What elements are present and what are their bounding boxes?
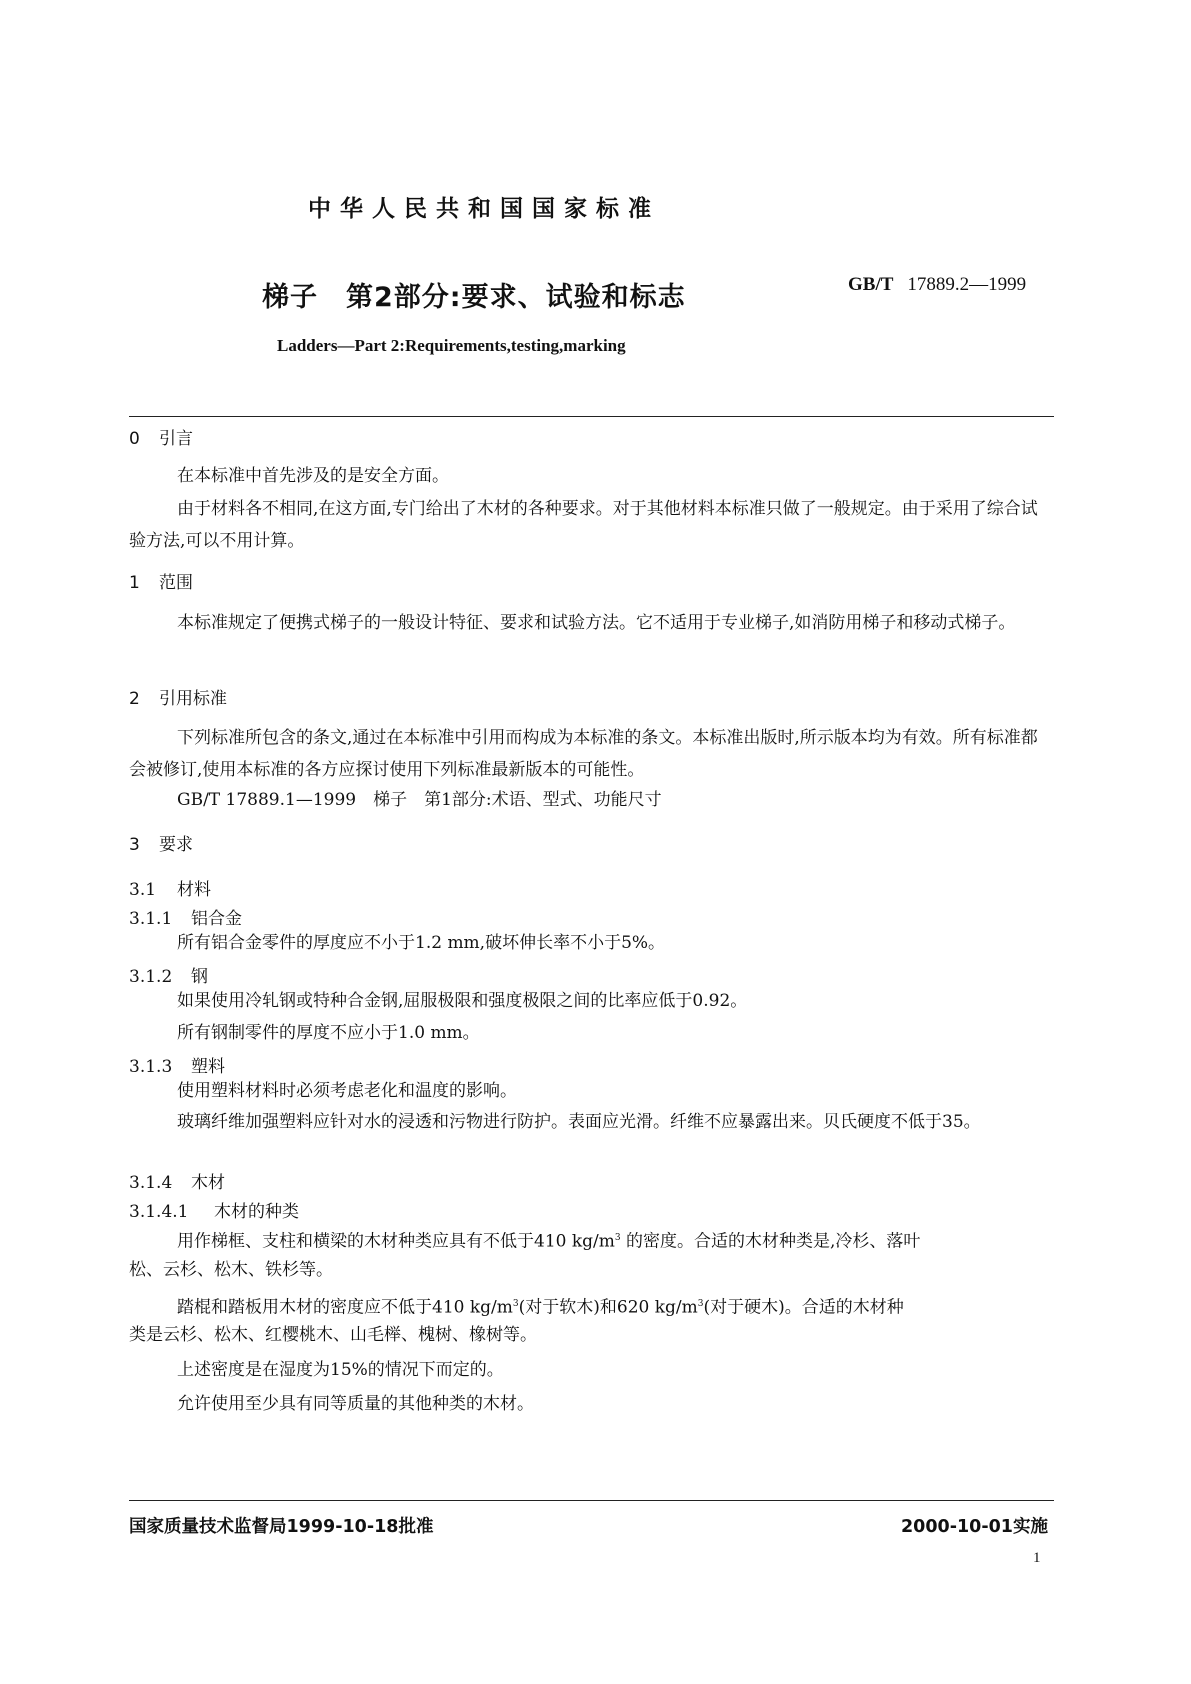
text-run: 用作梯框、支柱和横梁的木材种类应具有不低于410 kg/m [177, 1231, 615, 1252]
approval-statement: 国家质量技术监督局1999-10-18批准 [129, 1517, 434, 1537]
section-1-paragraph-1: 本标准规定了便携式梯子的一般设计特征、要求和试验方法。它不适用于专业梯子,如消防用梯子和移动式梯子。 [177, 613, 1016, 633]
clause-title: 铝合金 [191, 909, 242, 929]
section-2-paragraph-1: 下列标准所包含的条文,通过在本标准中引用而构成为本标准的条文。本标准出版时,所示版本均为有效。所有标准都会被修订,使用本标准的各方应探讨使用下列标准最新版本的可能性。 [129, 728, 1038, 780]
section-number: 2 [129, 689, 140, 709]
header-divider [129, 416, 1054, 417]
clause-3-1-4-1-text-1-line-1 [177, 1222, 920, 1258]
clause-title: 木材的种类 [214, 1202, 299, 1222]
section-0-heading [129, 424, 193, 449]
page-number: 1 [1033, 1550, 1041, 1566]
standard-number-value: 17889.2—1999 [907, 274, 1027, 295]
clause-3-1-3 [129, 1052, 225, 1077]
clause-3-1-2 [129, 962, 208, 987]
section-title: 引言 [159, 429, 193, 449]
clause-3-1-4-1-text-1-line-2: 松、云杉、松木、铁杉等。 [129, 1260, 333, 1280]
clause-number: 3.1.4 [129, 1173, 173, 1193]
section-title: 要求 [159, 835, 193, 855]
section-number: 1 [129, 573, 140, 593]
clause-3-1-1 [129, 904, 242, 929]
clause-title: 钢 [191, 967, 208, 987]
clause-title: 木材 [191, 1173, 225, 1193]
clause-3-1-3-text-1: 使用塑料材料时必须考虑老化和温度的影响。 [177, 1081, 517, 1101]
section-1-heading [129, 568, 193, 593]
superscript: 3 [697, 1299, 704, 1309]
clause-3-1-2-text-2: 所有钢制零件的厚度不应小于1.0 mm。 [177, 1023, 480, 1043]
section-title: 范围 [159, 573, 193, 593]
implementation-date: 2000-10-01实施 [901, 1517, 1048, 1537]
clause-number: 3.1.2 [129, 967, 173, 987]
section-2-heading [129, 684, 227, 709]
standard-prefix: GB/T [848, 274, 894, 295]
clause-number: 3.1 [129, 880, 157, 900]
clause-number: 3.1.4.1 [129, 1202, 189, 1222]
national-standard-heading: 中华人民共和国国家标准 [308, 196, 660, 222]
section-number: 0 [129, 429, 140, 449]
clause-3-1-4-1-text-4: 允许使用至少具有同等质量的其他种类的木材。 [177, 1394, 534, 1414]
text-run: (对于软木)和620 kg/m [518, 1297, 698, 1318]
clause-3-1-3-text-2: 玻璃纤维加强塑料应针对水的浸透和污物进行防护。表面应光滑。纤维不应暴露出来。贝氏硬度不低于35。 [177, 1112, 981, 1132]
clause-title: 塑料 [191, 1057, 225, 1077]
clause-3-1-4-1-text-3: 上述密度是在湿度为15%的情况下而定的。 [177, 1360, 504, 1380]
clause-3-1-4 [129, 1168, 225, 1193]
clause-number: 3.1.3 [129, 1057, 173, 1077]
standard-number [848, 274, 1026, 296]
clause-title: 材料 [177, 880, 211, 900]
document-title: 梯子 第2部分:要求、试验和标志 [262, 282, 686, 313]
clause-3-1-4-1-text-2-line-2: 类是云杉、松木、红樱桃木、山毛榉、槐树、橡树等。 [129, 1325, 537, 1345]
text-run: 的密度。合适的木材种类是,冷杉、落叶 [626, 1231, 921, 1252]
clause-number: 3.1.1 [129, 909, 173, 929]
section-number: 3 [129, 835, 140, 855]
superscript: 3 [512, 1299, 519, 1309]
text-run: (对于硬木)。合适的木材种 [703, 1297, 904, 1318]
section-title: 引用标准 [159, 689, 227, 709]
superscript: 3 [614, 1233, 621, 1243]
normative-reference: GB/T 17889.1—1999 梯子 第1部分:术语、型式、功能尺寸 [177, 790, 662, 810]
clause-3-1-1-text: 所有铝合金零件的厚度应不小于1.2 mm,破坏伸长率不小于5%。 [177, 933, 666, 953]
clause-3-1-4-1 [129, 1197, 299, 1222]
english-subtitle: Ladders—Part 2:Requirements,testing,marking [277, 336, 626, 355]
footer-divider [129, 1500, 1054, 1501]
section-0-paragraph-2: 由于材料各不相同,在这方面,专门给出了木材的各种要求。对于其他材料本标准只做了一般规定。由于采用了综合试验方法,可以不用计算。 [129, 499, 1038, 551]
section-0-paragraph-1: 在本标准中首先涉及的是安全方面。 [177, 466, 449, 486]
text-run: 踏棍和踏板用木材的密度应不低于410 kg/m [177, 1297, 513, 1318]
clause-3-1-2-text-1: 如果使用冷轧钢或特种合金钢,屈服极限和强度极限之间的比率应低于0.92。 [177, 991, 748, 1011]
section-3-heading [129, 830, 193, 855]
clause-3-1 [129, 875, 211, 900]
